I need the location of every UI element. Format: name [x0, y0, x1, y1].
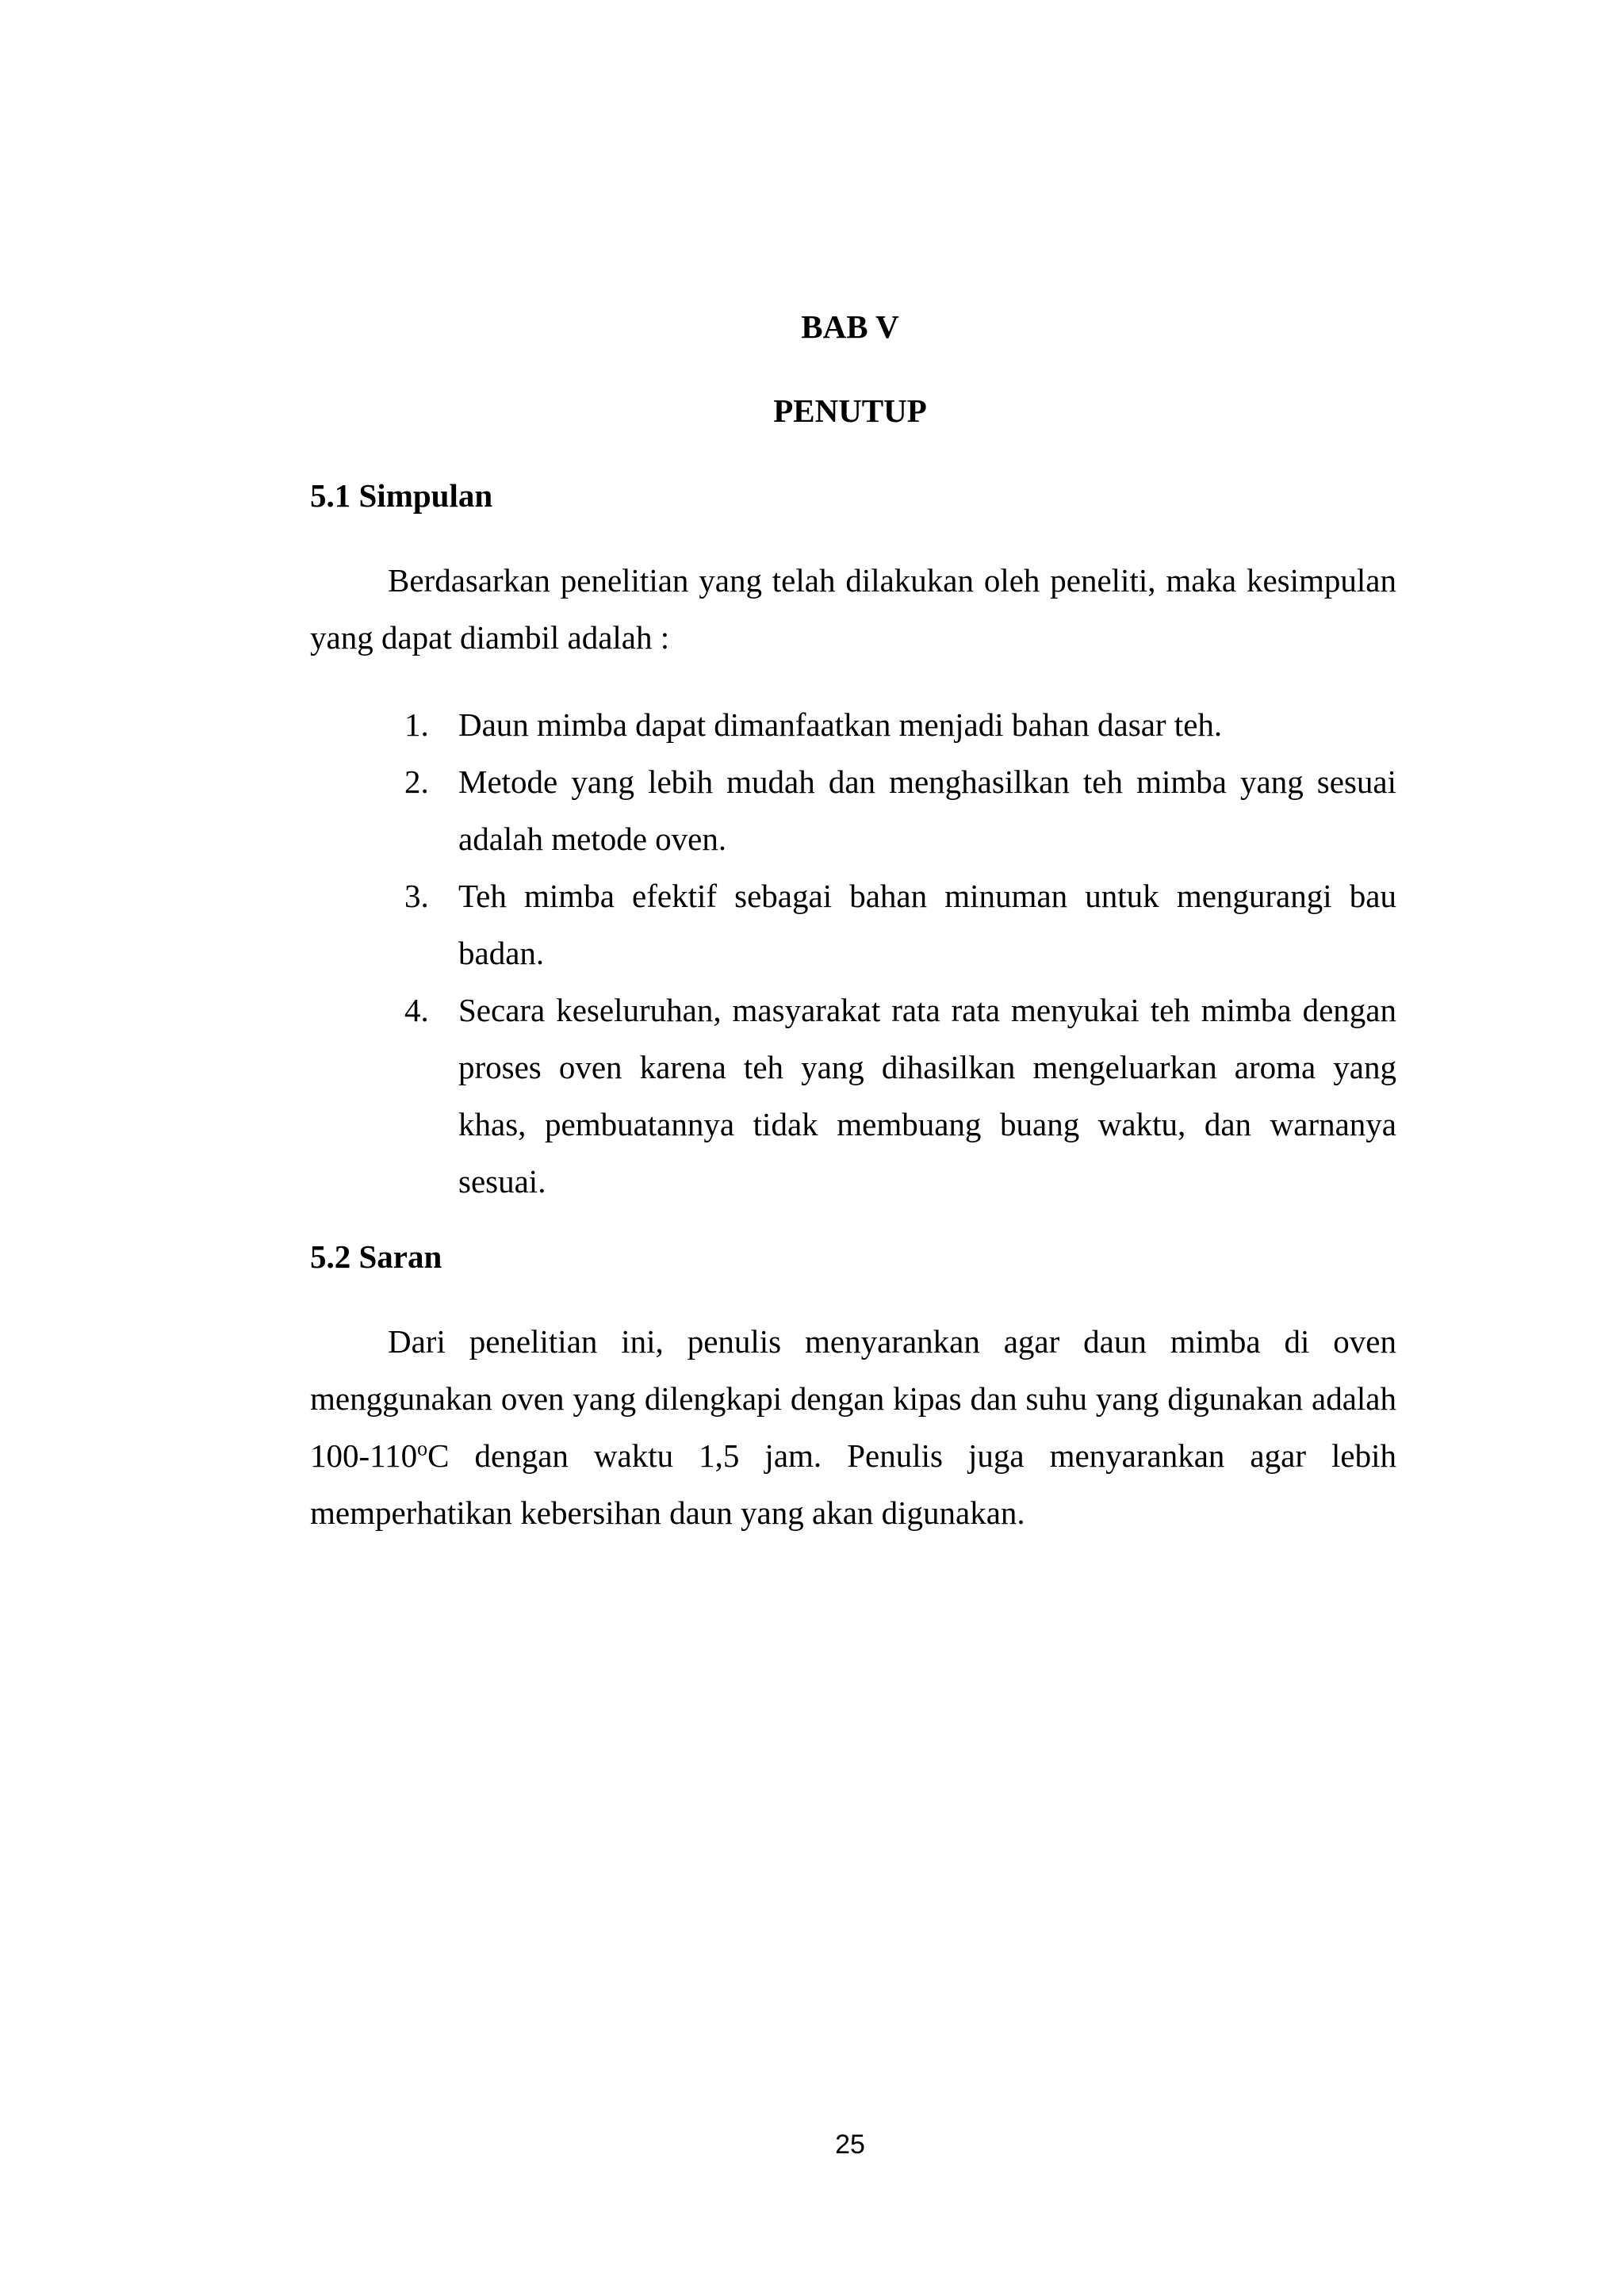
chapter-title: PENUTUP — [773, 392, 927, 429]
list-item — [404, 753, 1396, 867]
list-item-text: Teh mimba efektif sebagai bahan minuman untuk mengurangi bau badan. — [458, 878, 1396, 971]
list-item — [404, 696, 1396, 753]
saran-text-part-2: C dengan waktu 1,5 jam. Penulis juga menyarankan agar lebih memperhatikan kebersihan daun yang akan digunakan. — [310, 1437, 1396, 1531]
list-item-number: 3. — [404, 878, 429, 914]
chapter-label: BAB V — [801, 308, 899, 345]
degree-superscript: o — [417, 1437, 428, 1460]
list-item — [404, 982, 1396, 1210]
simpulan-intro-paragraph: Berdasarkan penelitian yang telah dilakukan oleh peneliti, maka kesimpulan yang dapat diambil adalah : — [310, 562, 1396, 656]
simpulan-list — [404, 696, 1396, 1210]
saran-paragraph — [310, 1313, 1396, 1541]
list-item-number: 1. — [404, 706, 429, 743]
list-item-number: 2. — [404, 763, 429, 800]
saran-text-part-1: Dari penelitian ini, penulis menyarankan agar daun mimba di oven menggunakan oven yang dilengkapi dengan kipas dan suhu yang digunakan adalah 100-110 — [310, 1323, 1396, 1474]
list-item-text: Secara keseluruhan, masyarakat rata rata menyukai teh mimba dengan proses oven karena teh yang dihasilkan mengeluarkan aroma yang khas, pembuatannya tidak membuang buang waktu, dan warnanya sesuai. — [458, 992, 1396, 1200]
section-heading-simpulan: 5.1 Simpulan — [310, 477, 493, 514]
list-item — [404, 867, 1396, 982]
page-number: 25 — [835, 2130, 865, 2160]
list-item-text: Metode yang lebih mudah dan menghasilkan teh mimba yang sesuai adalah metode oven. — [458, 763, 1396, 857]
list-item-text: Daun mimba dapat dimanfaatkan menjadi bahan dasar teh. — [458, 706, 1223, 743]
list-item-number: 4. — [404, 992, 429, 1028]
section-heading-saran: 5.2 Saran — [310, 1238, 442, 1275]
